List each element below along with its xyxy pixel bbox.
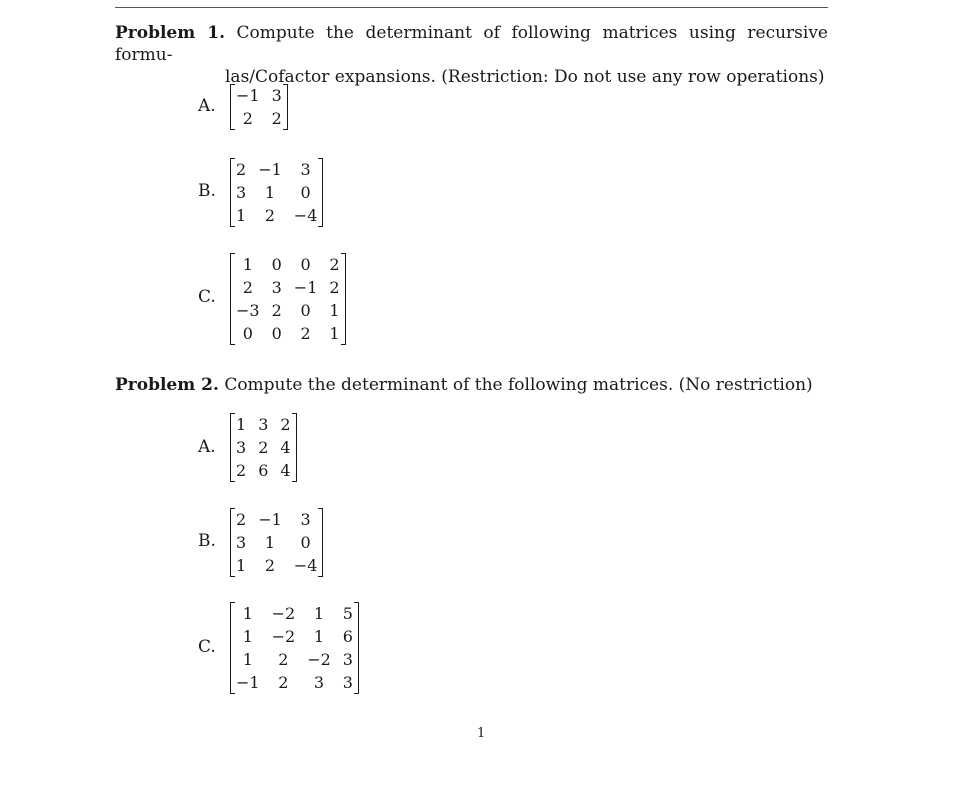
matrix-cell: −1 [236,86,260,105]
matrix-cell: 1 [264,183,276,202]
matrix-cell: 5 [342,604,353,623]
matrix-row [230,204,323,227]
matrix-cell: 0 [271,324,282,343]
matrix-cell: 1 [236,206,247,225]
problem-2-text: Compute the determinant of the following matrices. (No restriction) [224,375,813,395]
matrix-row [230,648,359,671]
matrix-row [230,625,359,648]
problem-2-statement [115,374,813,396]
matrix-row [230,436,297,459]
matrix [230,253,346,345]
item-tag: A. [198,96,216,116]
matrix-cell: 2 [242,278,253,297]
matrix-row [230,413,297,436]
matrix-cell: 3 [236,533,247,552]
matrix-cell: 0 [300,255,311,274]
matrix-row [230,84,288,107]
matrix-row [230,322,346,345]
matrix-row [230,276,346,299]
matrix-cell: 6 [258,461,269,480]
matrix-cell: 2 [300,324,311,343]
problem-2-label: Problem 2. [115,375,219,395]
matrix [230,158,323,227]
item-tag: C. [198,637,216,657]
problem-1-text-line1: Compute the determinant of following matrices using recursive formu- [115,23,828,65]
matrix-cell: 1 [242,650,253,669]
matrix-cell: −1 [236,673,260,692]
matrix-cell: 2 [329,278,340,297]
matrix-cell: 2 [264,206,276,225]
matrix-row [230,459,297,482]
matrix-cell: 1 [313,604,325,623]
matrix-cell: 2 [242,109,253,128]
matrix-cell: 1 [242,255,253,274]
matrix-cell: 2 [278,673,289,692]
matrix-cell: −2 [307,650,331,669]
matrix-cell: 3 [342,673,353,692]
matrix-cell: 2 [329,255,340,274]
item-tag: A. [198,437,216,457]
matrix-row [230,181,323,204]
matrix-cell: 2 [236,510,247,529]
item-tag: B. [198,181,216,201]
matrix-cell: 2 [236,160,247,179]
matrix-row [230,531,323,554]
matrix-cell: 2 [278,650,289,669]
matrix-cell: 2 [280,415,291,434]
matrix-row [230,554,323,577]
matrix-cell: 2 [264,556,276,575]
matrix-cell: −2 [271,627,296,646]
matrix-cell: 4 [280,461,291,480]
matrix-cell: 3 [271,278,282,297]
matrix-cell: 0 [242,324,253,343]
matrix-cell: 3 [300,510,311,529]
matrix [230,413,297,482]
matrix-cell: −1 [293,278,318,297]
problem-1-label: Problem 1. [115,23,226,43]
matrix-cell: −1 [258,160,282,179]
matrix-row [230,299,346,322]
top-rule [115,7,828,8]
matrix-cell: 1 [329,301,340,320]
matrix-cell: 3 [236,438,247,457]
matrix-cell: 0 [300,533,311,552]
matrix-row [230,158,323,181]
matrix-cell: 2 [236,461,247,480]
matrix-cell: 4 [280,438,291,457]
matrix-cell: 1 [236,415,247,434]
matrix-row [230,602,359,625]
matrix-cell: 0 [300,301,311,320]
matrix [230,84,288,130]
matrix-cell: −2 [271,604,296,623]
matrix-row [230,253,346,276]
matrix-cell: 1 [329,324,340,343]
page-number: 1 [477,726,486,741]
matrix-cell: 0 [300,183,311,202]
matrix-cell: 1 [242,604,253,623]
matrix-cell: 2 [258,438,269,457]
matrix-cell: −1 [258,510,282,529]
matrix-cell: 0 [271,255,282,274]
matrix-cell: 3 [271,86,282,105]
matrix-cell: 3 [300,160,311,179]
matrix [230,602,359,694]
item-tag: B. [198,531,216,551]
matrix-cell: 1 [236,556,247,575]
matrix-cell: 2 [271,109,282,128]
matrix-row [230,508,323,531]
matrix-cell: 3 [258,415,269,434]
matrix-cell: 1 [264,533,276,552]
matrix-cell: 3 [313,673,325,692]
problem-1-statement [115,22,828,88]
matrix-cell: −4 [293,206,318,225]
matrix-row [230,671,359,694]
problem-1-text-line2: las/Cofactor expansions. (Restriction: Do not use any row operations) [225,67,825,87]
matrix-cell: 3 [342,650,353,669]
matrix-row [230,107,288,130]
matrix-cell: 1 [313,627,325,646]
matrix-cell: 1 [242,627,253,646]
matrix-cell: 2 [271,301,282,320]
matrix-cell: 6 [342,627,353,646]
matrix [230,508,323,577]
matrix-cell: −3 [236,301,260,320]
matrix-cell: 3 [236,183,247,202]
item-tag: C. [198,287,216,307]
matrix-cell: −4 [293,556,318,575]
